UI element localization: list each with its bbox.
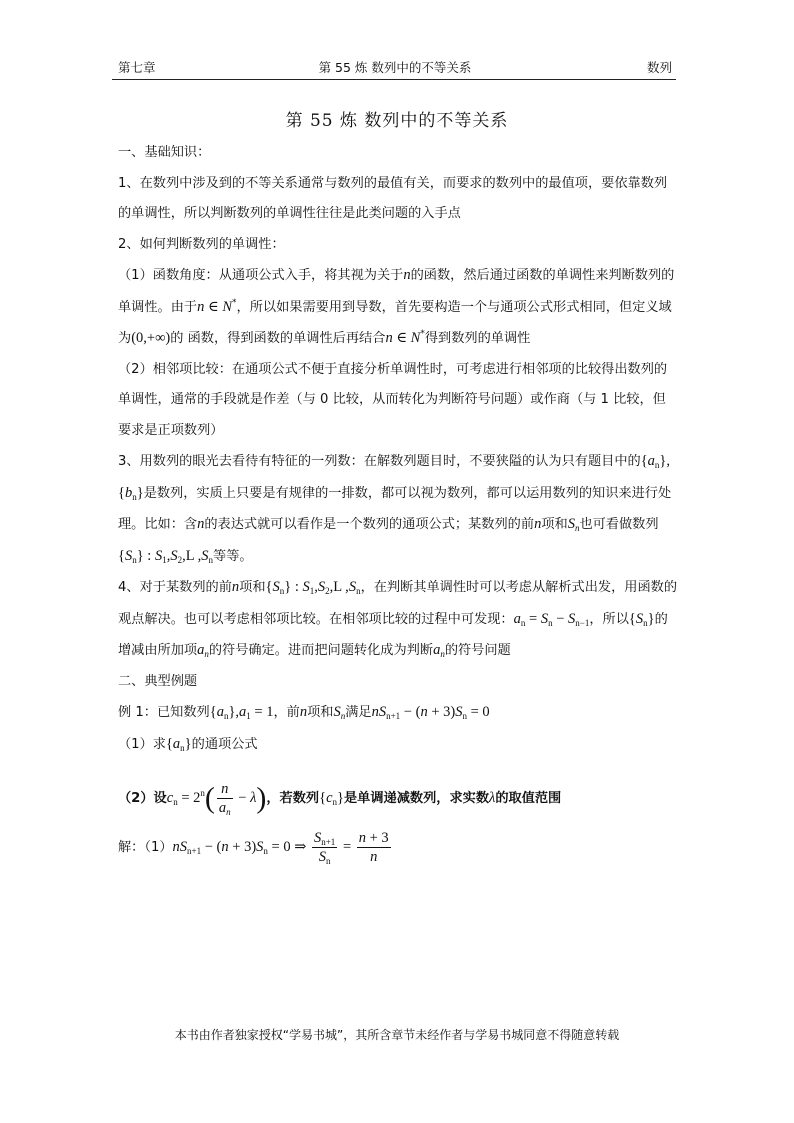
math-domain-interval: (0,+∞) <box>131 330 171 346</box>
paragraph-item4: 4、对于某数列的前n项和$\{S_n\}$ : $S_1,S_2,L$ $,S_n$，在判断其单调性时可以考虑从解析式出发，用函数的观点解决。也可以考虑相邻项比较。在相邻项比较的过程中可发现：$a_n = S_n - S_{n-1}$，所以$\{S_n\}$的增减由所加项$a_n$的符号确定。进而把问题转化成为判断$a_n$的符号问题 <box>118 579 678 659</box>
paragraph-item2: 2、如何判断数列的单调性： <box>118 236 285 252</box>
section-heading-examples: 二、典型例题 <box>118 673 198 689</box>
paragraph-item1: 1、在数列中涉及到的不等关系通常与数列的最值有关，而要求的数列中的最值项，要依靠数列的单调性，所以判断数列的单调性往往是此类问题的入手点 <box>118 175 668 221</box>
header-chapter: 第七章 <box>118 60 156 75</box>
paragraph-item2-2: （2）相邻项比较：在通项公式不便于直接分析单调性时，可考虑进行相邻项的比较得出数列的单调性，通常的手段就是作差（与 0 比较，从而转化为判断符号问题）或作商（与 1 比较，但要求是正项数列） <box>118 361 668 438</box>
math-an-a1: $\{a_n\},a_1 = 1$ <box>209 704 274 721</box>
section-heading-basics: 一、基础知识： <box>118 145 211 160</box>
page-header <box>118 56 672 78</box>
math-n-in-nstar: n <box>197 298 205 315</box>
example1-part1: （1）求$\{a_n\}$的通项公式 <box>118 735 258 753</box>
example1-statement: 例 1：已知数列$\{a_n\},a_1 = 1$，前n项和$S_n$满足$nS_{n+1} - (n + 3)S_n = 0$ <box>118 704 490 721</box>
math-recurrence: $nS_{n+1} - (n + 3)S_n = 0$ <box>371 704 490 721</box>
paragraph-item3: 3、用数列的眼光去看待有特征的一列数：在解数列题目时，不要狭隘的认为只有题目中的$\{a_n\},\{b_n\}$是数列，实质上只要是有规律的一排数，都可以视为数列，都可以运用数列的知识来进行处理。比如：含n的表达式就可以看作是一个数列的通项公式；某数列的前n项和$S_n$也可看做数列$\{S_n\}$ : $S_1,S_2,L$ $,S_n$等等。 <box>118 453 672 565</box>
math-cn-definition: $c_n = 2^n$( $\frac{n}{a_n}$ − λ) <box>166 781 267 818</box>
page-title: 第 55 炼 数列中的不等关系 <box>285 111 509 131</box>
math-sequences-an-bn: $\{a_n\},\{b_n\}$ <box>118 453 671 502</box>
copyright-footer: 本书由作者独家授权“学易书城”，其所含章节未经作者与学易书城同意不得随意转载 <box>174 1028 620 1042</box>
document-body <box>118 138 678 872</box>
header-lesson: 第 55 炼 数列中的不等关系 <box>318 60 472 75</box>
math-n-in-nstar-2: n <box>385 330 393 346</box>
header-divider <box>112 79 676 80</box>
math-an-equals-difference: $a_n = S_n - S_{n-1}$ <box>513 610 590 628</box>
math-Sn: $S_n$ <box>567 516 580 533</box>
header-topic: 数列 <box>646 60 672 75</box>
paragraph-item2-1: （1）函数角度：从通项公式入手，将其视为关于n的函数，然后通过函数的单调性来判断数列的单调性。由于n ∈ N*，所以如果需要用到导数，首先要构造一个与通项公式形式相同，但定义域为(0,+∞)的 函数，得到函数的单调性后再结合n ∈ N*得到数列的单调性 <box>118 267 675 346</box>
math-solution-ratio: $nS_{n+1} - (n + 3)S_n = 0$ ⇒ $\frac{S_{n+1}}{S_n}$ = $\frac{n + 3}{n}$ <box>172 830 389 867</box>
example1-part2: （2）设$c_n = 2^n$( $\frac{n}{a_n}$ − λ)，若数列$\{c_n\}$是单调递减数列，求实数λ的取值范围 <box>118 781 562 818</box>
math-n: n <box>403 267 411 283</box>
example1-solution: 解：$(1)nS_{n+1} - (n + 3)S_n = 0$ ⇒ $\frac{S_{n+1}}{S_n}$ = $\frac{n + 3}{n}$ <box>118 823 678 872</box>
math-Sn-sequence-2: $\{S_n\}$ : $S_1,S_2,L$ $,S_n$ <box>265 579 361 596</box>
math-Sn-sequence: $\{S_n\}$ : $S_1,S_2,L$ $,S_n$ <box>118 547 214 565</box>
